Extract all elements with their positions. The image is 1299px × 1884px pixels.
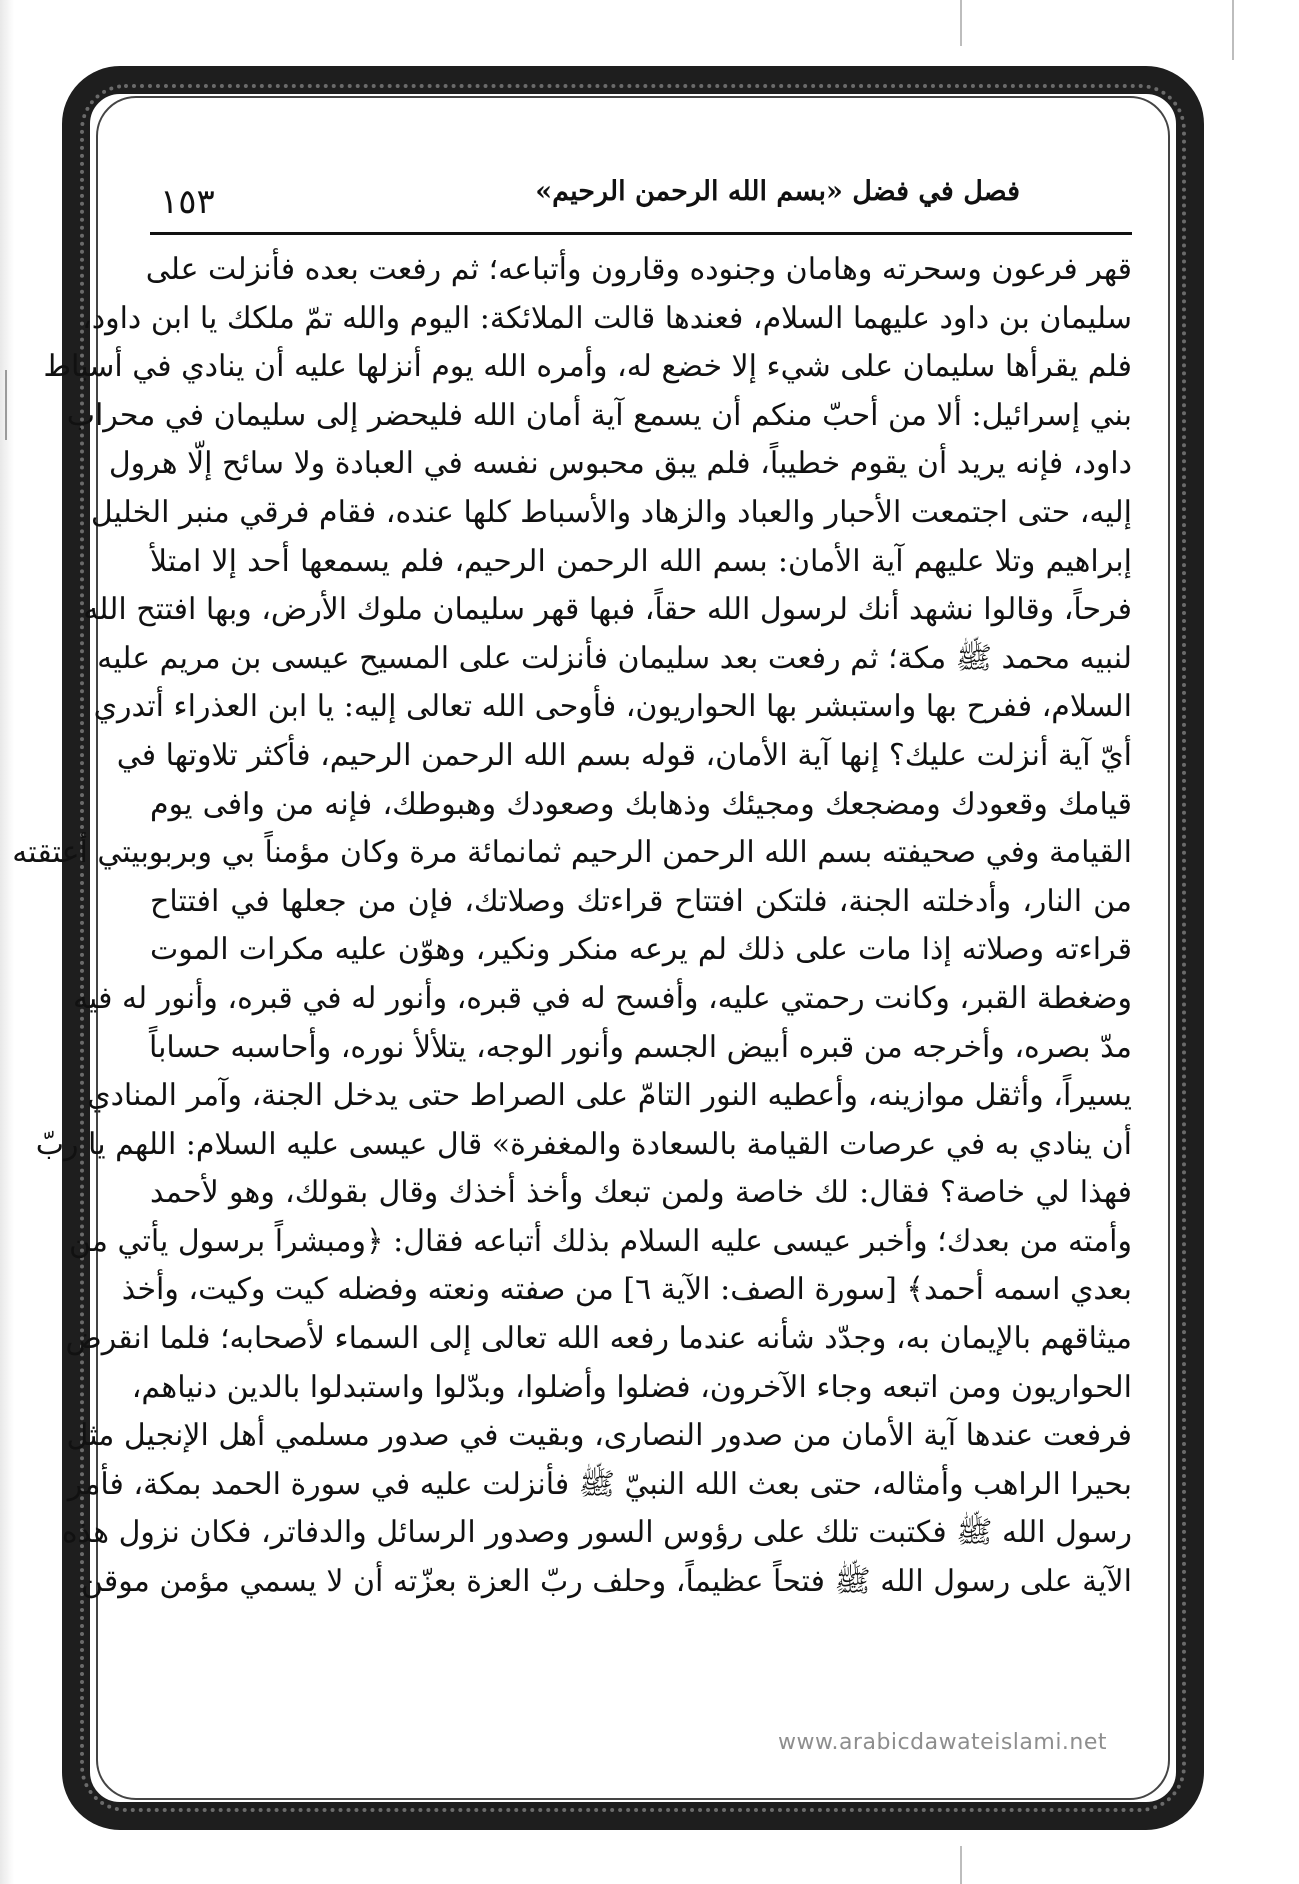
text-line: القيامة وفي صحيفته بسم الله الرحمن الرحيم ثمانمائة مرة وكان مؤمناً بي وبربوبيتي أعتقته xyxy=(12,835,1132,871)
text-line: داود، فإنه يريد أن يقوم خطيباً، فلم يبق محبوس نفسه في العبادة ولا سائح إلّا هرول xyxy=(108,446,1132,482)
body-text xyxy=(12,246,1132,1607)
website-watermark: www.arabicdawateislami.net xyxy=(778,1730,1108,1755)
text-line: بني إسرائيل: ألا من أحبّ منكم أن يسمع آية أمان الله فليحضر إلى سليمان في محراب xyxy=(66,397,1132,433)
text-line: وأمته من بعدك؛ وأخبر عيسى عليه السلام بذلك أتباعه فقال: ﴿ومبشراً برسول يأتي من xyxy=(69,1223,1132,1259)
crop-mark xyxy=(960,1846,962,1884)
text-line: الآية على رسول الله ﷺ فتحاً عظيماً، وحلف ربّ العزة بعزّته أن لا يسمي مؤمن موقن xyxy=(81,1564,1132,1600)
text-line: أيّ آية أنزلت عليك؟ إنها آية الأمان، قوله بسم الله الرحمن الرحيم، فأكثر تلاوتها في xyxy=(116,737,1132,773)
text-line: سليمان بن داود عليهما السلام، فعندها قالت الملائكة: اليوم والله تمّ ملكك يا ابن داود، xyxy=(82,300,1132,336)
text-line: الحواريون ومن اتبعه وجاء الآخرون، فضلوا وأضلوا، وبدّلوا واستبدلوا بالدين دنياهم، xyxy=(131,1369,1132,1405)
page-number: ١٥٣ xyxy=(160,182,215,222)
text-line: السلام، ففرح بها واستبشر بها الحواريون، فأوحى الله تعالى إليه: يا ابن العذراء أتدري xyxy=(93,689,1132,725)
header-rule xyxy=(150,232,1132,235)
text-line: إليه، حتى اجتمعت الأحبار والعباد والزهاد والأسباط كلها عنده، فقام فرقي منبر الخليل xyxy=(90,494,1132,530)
text-line: فلم يقرأها سليمان على شيء إلا خضع له، وأمره الله يوم أنزلها عليه أن ينادي في أسباط xyxy=(43,349,1132,385)
text-line: وضغطة القبر، وكانت رحمتي عليه، وأفسح له في قبره، وأنور له في قبره، وأنور له فيه xyxy=(72,980,1132,1016)
text-line: فرفعت عندها آية الأمان من صدور النصارى، وبقيت في صدور مسلمي أهل الإنجيل مثل xyxy=(66,1418,1132,1454)
chapter-title: فصل في فضل «بسم الله الرحمن الرحيم» xyxy=(535,176,1020,207)
text-line: من النار، وأدخلته الجنة، فلتكن افتتاح قراءتك وصلاتك، فإن من جعلها في افتتاح xyxy=(150,883,1132,919)
running-header xyxy=(150,168,1130,226)
scan-mark xyxy=(5,370,7,440)
text-line: قيامك وقعودك ومضجعك ومجيئك وذهابك وصعودك وهبوطك، فإنه من وافى يوم xyxy=(150,786,1132,822)
scan-edge xyxy=(0,0,14,1884)
text-line: إبراهيم وتلا عليهم آية الأمان: بسم الله الرحمن الرحيم، فلم يسمعها أحد إلا امتلأ xyxy=(150,543,1132,579)
text-line: ميثاقهم بالإيمان به، وجدّد شأنه عندما رفعه الله تعالى إلى السماء لأصحابه؛ فلما انقرض xyxy=(65,1321,1132,1357)
text-line: فهذا لي خاصة؟ فقال: لك خاصة ولمن تبعك وأخذ أخذك وقال بقولك، وهو لأحمد xyxy=(150,1175,1132,1211)
text-line: لنبيه محمد ﷺ مكة؛ ثم رفعت بعد سليمان فأنزلت على المسيح عيسى بن مريم عليه xyxy=(97,640,1132,676)
text-line: بحيرا الراهب وأمثاله، حتى بعث الله النبيّ ﷺ فأنزلت عليه في سورة الحمد بمكة، فأمر xyxy=(67,1466,1132,1502)
text-line: يسيراً، وأثقل موازينه، وأعطيه النور التامّ على الصراط حتى يدخل الجنة، وآمر المنادي xyxy=(87,1078,1132,1114)
text-line: قهر فرعون وسحرته وهامان وجنوده وقارون وأتباعه؛ ثم رفعت بعده فأنزلت على xyxy=(145,252,1132,287)
text-line: أن ينادي به في عرصات القيامة بالسعادة والمغفرة» قال عيسى عليه السلام: اللهم يا ربّ xyxy=(35,1126,1132,1162)
text-line: قراءته وصلاته إذا مات على ذلك لم يرعه منكر ونكير، وهوّن عليه مكرات الموت xyxy=(150,932,1132,968)
text-line: بعدي اسمه أحمد﴾ [سورة الصف: الآية ٦] من صفته ونعته وفضله كيت وكيت، وأخذ xyxy=(121,1272,1132,1308)
text-line: رسول الله ﷺ فكتبت تلك على رؤوس السور وصدور الرسائل والدفاتر، فكان نزول هذه xyxy=(61,1515,1132,1551)
crop-mark xyxy=(960,0,962,46)
text-line: مدّ بصره، وأخرجه من قبره أبيض الجسم وأنور الوجه، يتلألأ نوره، وأحاسبه حساباً xyxy=(148,1029,1132,1065)
text-line: فرحاً، وقالوا نشهد أنك لرسول الله حقاً، فبها قهر سليمان ملوك الأرض، وبها افتتح الله xyxy=(83,592,1132,628)
crop-mark xyxy=(1232,0,1234,60)
